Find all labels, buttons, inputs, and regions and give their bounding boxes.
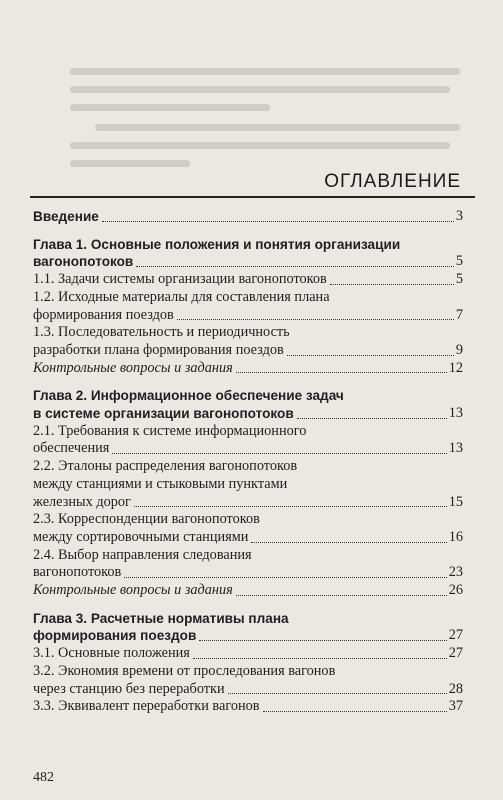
toc-entry-line: 2.4. Выбор направления следования (33, 546, 252, 563)
toc-entry (33, 324, 463, 359)
dot-leader (134, 506, 447, 507)
toc-entry-line: 1.3. Последовательность и периодичность (33, 324, 290, 341)
toc-entry (33, 610, 463, 645)
toc-entry-line: 2.3. Корреспонденции вагонопотоков (33, 511, 260, 528)
toc-entry (33, 271, 463, 289)
toc-entry (33, 645, 463, 663)
bleed-through-text (0, 0, 503, 200)
toc-page-number: 27 (448, 645, 463, 662)
dot-leader (199, 640, 446, 641)
toc-page-number: 13 (448, 440, 463, 457)
toc-page-number: 9 (455, 341, 463, 358)
toc-entry (33, 360, 463, 378)
dot-leader (263, 711, 447, 712)
toc-entry-line: Глава 2. Информационное обеспечение задач (33, 388, 344, 404)
toc-page-number: 23 (448, 564, 463, 581)
toc-entry-line: Глава 3. Расчетные нормативы плана (33, 610, 289, 626)
toc-entry (33, 698, 463, 716)
toc-page-number: 7 (455, 306, 463, 323)
toc-entry (33, 236, 463, 271)
title-rule (30, 196, 475, 198)
dot-leader (228, 693, 447, 694)
toc-entry (33, 458, 463, 511)
toc-page-number: 37 (448, 698, 463, 715)
toc-entry-line: 2.2. Эталоны распределения вагонопотоков (33, 458, 298, 475)
toc-entry (33, 547, 463, 582)
toc-entry-title: железных дорог (33, 493, 131, 510)
toc-entry-title: в системе организации вагонопотоков (33, 406, 294, 422)
toc-entry (33, 423, 463, 458)
toc-entry-line: 1.2. Исходные материалы для составления плана (33, 288, 330, 305)
toc-entry (33, 582, 463, 600)
dot-leader (287, 355, 454, 356)
toc-page-number: 28 (448, 680, 463, 697)
toc-page-number: 12 (448, 359, 463, 376)
dot-leader (124, 577, 446, 578)
toc-entry-line: между станциями и стыковыми пунктами (33, 475, 288, 492)
toc-entry (33, 289, 463, 324)
toc-entry-title: разработки плана формирования поездов (33, 341, 284, 358)
toc-entry-title: через станцию без переработки (33, 680, 225, 697)
toc-entry (33, 663, 463, 698)
toc-page-number: 16 (448, 528, 463, 545)
toc-page-number: 15 (448, 493, 463, 510)
toc-entry-title: Введение (33, 209, 99, 224)
dot-leader (330, 284, 454, 285)
page-number: 482 (33, 770, 54, 785)
table-of-contents (33, 208, 463, 716)
dot-leader (297, 418, 447, 419)
toc-entry-title: 1.1. Задачи системы организации вагонопотоков (33, 271, 327, 288)
toc-entry-title: формирования поездов (33, 628, 197, 644)
dot-leader (236, 372, 447, 373)
dot-leader (251, 542, 446, 543)
toc-entry-line: 3.2. Экономия времени от проследования вагонов (33, 662, 336, 679)
dot-leader (112, 453, 446, 454)
toc-entry (33, 511, 463, 546)
toc-entry-title: вагонопотоков (33, 254, 134, 270)
toc-entry-title: обеспечения (33, 440, 110, 457)
dot-leader (177, 319, 454, 320)
toc-page-number: 3 (455, 208, 463, 224)
toc-entry-title: 3.3. Эквивалент переработки вагонов (33, 698, 260, 715)
dot-leader (136, 266, 454, 267)
toc-page-number: 5 (455, 253, 463, 270)
page-title: ОГЛАВЛЕНИЕ (324, 171, 461, 192)
dot-leader (193, 658, 447, 659)
toc-page-number: 26 (448, 582, 463, 599)
toc-entry-line: Глава 1. Основные положения и понятия организации (33, 236, 401, 252)
toc-entry-title: Контрольные вопросы и задания (33, 359, 233, 376)
toc-entry-title: вагонопотоков (33, 564, 122, 581)
toc-page-number: 27 (448, 627, 463, 644)
toc-entry-title: между сортировочными станциями (33, 528, 249, 545)
toc-page-number: 13 (448, 405, 463, 422)
toc-entry-title: Контрольные вопросы и задания (33, 582, 233, 599)
toc-entry (33, 208, 463, 226)
toc-entry-line: 2.1. Требования к системе информационного (33, 422, 307, 439)
toc-page-number: 5 (455, 271, 463, 288)
dot-leader (236, 595, 447, 596)
toc-entry-title: формирования поездов (33, 306, 174, 323)
toc-entry-title: 3.1. Основные положения (33, 645, 190, 662)
dot-leader (102, 221, 454, 222)
toc-entry (33, 387, 463, 422)
